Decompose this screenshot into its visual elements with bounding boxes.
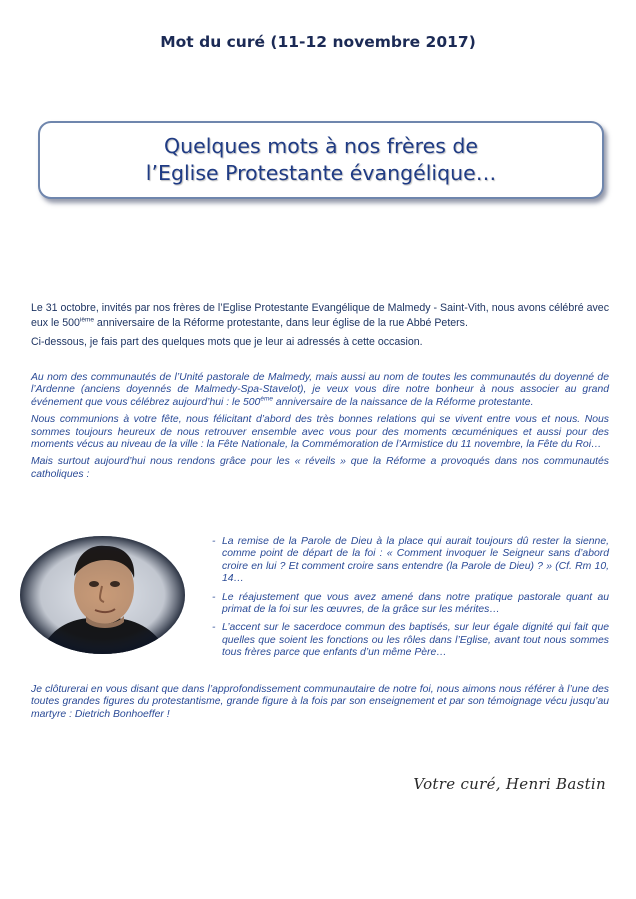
- list-item-text: La remise de la Parole de Dieu à la place qui aurait toujours dû rester la sienne, comme point de départ de la foi : « Comment invoquer le Seigneur sans d’abord croire en lui ? Et comment croire sans entendre (la Parole de Dieu) ? » (Cf. Rm 10, 14…: [222, 536, 609, 585]
- intro-p1-after: anniversaire de la Réforme protestante, dans leur église de la rue Abbé Peters.: [93, 316, 468, 329]
- list-item-text: Le réajustement que vous avez amené dans notre pratique pastorale quant au primat de la foi sur les œuvres, de la grâce sur les mérites…: [222, 591, 609, 616]
- speech-paragraph-1: [31, 372, 609, 409]
- list-item-text: L’accent sur le sacerdoce commun des baptisés, sur leur égale dignité qui fait que quelles que soient les fonctions ou les rôles dans l’Eglise, avant tout nous sommes tous frères parce que enfants d’un même Père…: [222, 622, 609, 659]
- speech-p1-before: Au nom des communautés de l’Unité pastorale de Malmedy, mais aussi au nom de toutes les communautés du doyenné de l’Ardenne (anciens doyennés de Malmedy-Spa-Stavelot), je veux vous dire notre bonheur à nous associer au grand événement que vous célébrez aujourd’hui : le 500: [31, 372, 609, 408]
- bullet-dash: -: [212, 622, 216, 634]
- banner-title-line-1: Quelques mots à nos frères de: [163, 134, 479, 158]
- bullet-dash: -: [212, 591, 216, 603]
- intro-paragraph-1: [31, 301, 609, 330]
- speech-p1-superscript: ème: [260, 395, 273, 403]
- list-item: [212, 592, 609, 617]
- luther-portrait-image: [20, 536, 185, 654]
- speech-paragraph-2: Nous communions à votre fête, nous félicitant d’abord des très bonnes relations qui se vivent entre vous et nous. Nous sommes toujours heureux de nous retrouver ensemble avec vous pour des moments œcuméniques et aussi pour des moments vécus au niveau de la ville : la Fête Nationale, la Commémoration de l’Armistice du 11 novembre, la Fête du Roi…: [31, 414, 609, 451]
- portrait-illustration: [20, 536, 185, 654]
- page-title: Mot du curé (11-12 novembre 2017): [160, 33, 476, 51]
- speech-p1-after: anniversaire de la naissance de la Réforme protestante.: [272, 396, 534, 408]
- title-banner: [38, 121, 604, 199]
- speech-paragraph-3: Mais surtout aujourd’hui nous rendons grâce pour les « réveils » que la Réforme a provoqués dans nos communautés catholiques :: [31, 456, 609, 480]
- intro-p1-before: Le 31 octobre, invités par nos frères de l’Eglise Protestante Evangélique de Malmedy - Saint-Vith, nous avons célébré avec eux le 500: [31, 302, 609, 329]
- closing-paragraph: Je clôturerai en vous disant que dans l’approfondissement communautaire de notre foi, nous aimons nous référer à l’une des toutes grandes figures du protestantisme, grande figure à la fois par son enseignement et par son témoignage vécu jusqu’au martyre : Dietrich Bonhoeffer !: [31, 684, 609, 720]
- reform-benefits-list: [212, 536, 609, 666]
- bullet-dash: -: [212, 536, 216, 547]
- intro-p1-superscript: ième: [79, 315, 94, 323]
- intro-section: [31, 301, 609, 355]
- speech-section: [31, 372, 609, 486]
- list-item: [212, 536, 609, 586]
- signature: Votre curé, Henri Bastin: [413, 775, 606, 793]
- intro-paragraph-2: Ci-dessous, je fais part des quelques mots que je leur ai adressés à cette occasion.: [31, 336, 423, 348]
- banner-title-line-2: l’Eglise Protestante évangélique…: [145, 161, 497, 185]
- list-item: [212, 622, 609, 659]
